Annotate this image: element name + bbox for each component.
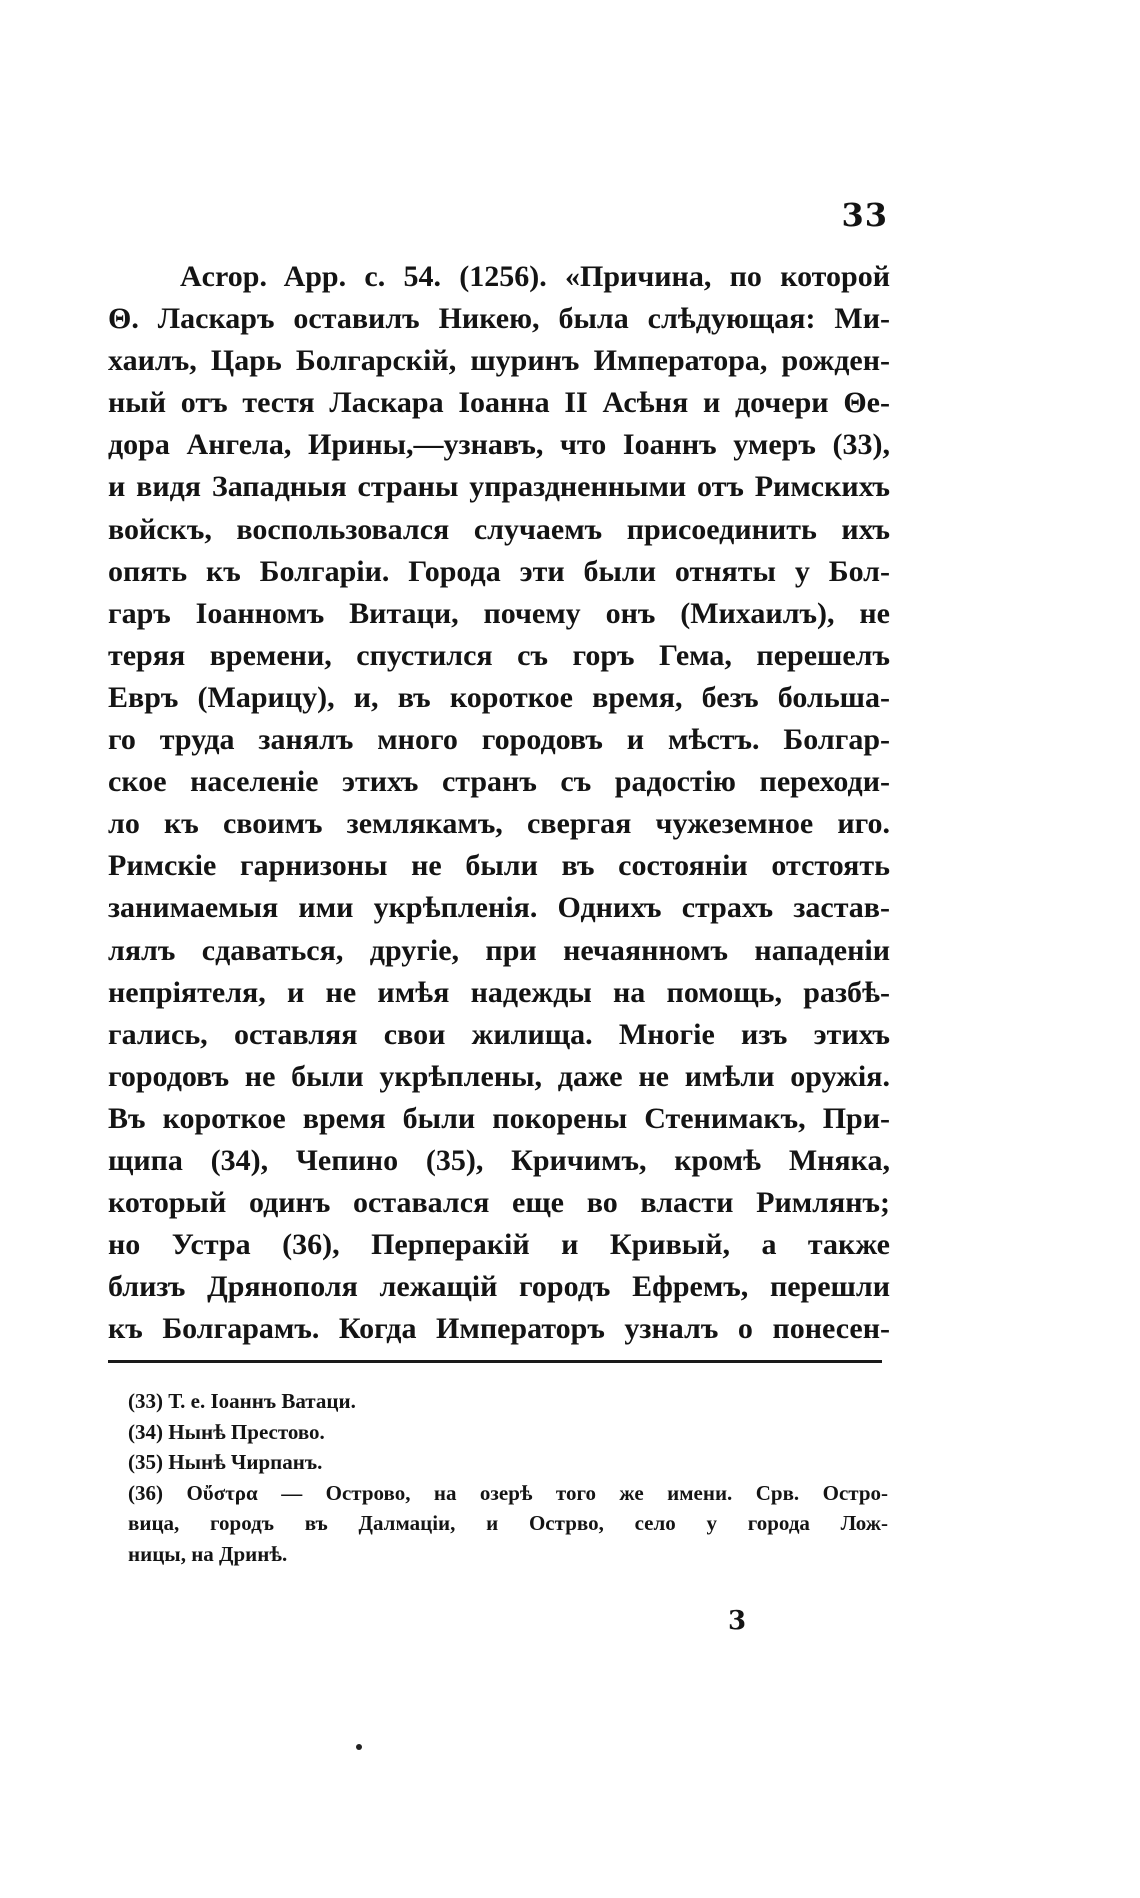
footnote-marker: (36) <box>128 1480 163 1505</box>
body-line: теряя времени, спустился съ горъ Гема, перешелъ <box>108 638 890 672</box>
body-line: Евръ (Марицу), и, въ короткое время, безъ большa- <box>108 680 890 714</box>
footnote-36 <box>128 1478 888 1509</box>
body-line: Acrop. App. c. 54. (1256). «Причина, по которой <box>180 260 890 293</box>
body-line: го труда занялъ много городовъ и мѣстъ. Болгар- <box>108 723 890 757</box>
body-line: щипа (34), Чепино (35), Кричимъ, кромѣ Мняка, <box>108 1143 890 1177</box>
body-line: гались, оставляя свои жилища. Многіе изъ этихъ <box>108 1017 890 1051</box>
page-number: 33 <box>841 196 888 234</box>
body-line: который одинъ оставался еще во власти Римлянъ; <box>108 1186 890 1220</box>
body-line: Римскіе гарнизоны не были въ состояніи отстоять <box>108 849 890 883</box>
body-line: лялъ сдаваться, другіе, при нечаянномъ нападеніи <box>108 933 890 967</box>
body-line: гаръ Іоанномъ Витаци, почему онъ (Михаилъ), не <box>108 596 890 630</box>
footnote-text: вица, городъ въ Далмаціи, и Острво, село у города Лож- <box>128 1511 888 1535</box>
footnote-36-cont <box>128 1508 888 1539</box>
footnote-marker: (33) <box>128 1389 163 1413</box>
footnote-text: Т. е. Іоаннъ Ватаци. <box>168 1389 356 1413</box>
body-line: ское населеніе этихъ странъ съ радостію переходи- <box>108 765 890 799</box>
footnote-marker: (34) <box>128 1419 163 1444</box>
body-line: но Устра (36), Перперакій и Кривый, а также <box>108 1228 890 1262</box>
footnote-34 <box>128 1417 888 1448</box>
footnote-text: ницы, на Дринѣ. <box>128 1541 288 1566</box>
footnote-35 <box>128 1447 888 1478</box>
footnote-text: Οὔστρα — Острово, на озерѣ того же имени. Срв. Остро- <box>186 1480 889 1505</box>
body-line: ный отъ тестя Ласкара Іоанна II Асѣня и дочери Θе- <box>108 386 890 420</box>
footnotes <box>128 1386 888 1569</box>
ink-speck <box>356 1744 362 1750</box>
body-line: дора Ангела, Ирины,—узнавъ, что Іоаннъ умеръ (33), <box>108 428 890 462</box>
body-line: хаилъ, Царь Болгарскій, шуринъ Императора, рожден- <box>108 344 890 378</box>
footnote-36-cont <box>128 1539 888 1570</box>
body-text <box>108 256 890 1350</box>
body-line: непріятеля, и не имѣя надежды на помощь, разбѣ- <box>108 975 890 1009</box>
body-line: войскъ, воспользовался случаемъ присоединить ихъ <box>108 512 890 546</box>
footnote-divider <box>108 1360 882 1363</box>
body-line: занимаемыя ими укрѣпленія. Однихъ страхъ застав- <box>108 891 890 925</box>
body-line: городовъ не были укрѣплены, даже не имѣли оружія. <box>108 1059 890 1093</box>
body-line: ло къ своимъ землякамъ, свергая чужеземное иго. <box>108 807 890 841</box>
footnote-33 <box>128 1386 888 1417</box>
body-line: Θ. Ласкаръ оставилъ Никею, была слѣдующая: Ми- <box>108 302 890 336</box>
footnote-marker: (35) <box>128 1450 163 1474</box>
body-line: близъ Дрянополя лежащій городъ Ефремъ, перешли <box>108 1270 890 1304</box>
body-line: и видя Западныя страны упраздненными отъ Римскихъ <box>108 470 890 504</box>
footnote-text: Нынѣ Чирпанъ. <box>168 1450 323 1474</box>
printer-signature: 3 <box>728 1606 747 1636</box>
body-line: къ Болгарамъ. Когда Императоръ узналъ о понесен- <box>108 1312 890 1346</box>
body-line: опять къ Болгаріи. Города эти были отняты у Бол- <box>108 554 890 588</box>
footnote-text: Нынѣ Престово. <box>168 1419 325 1444</box>
body-line: Въ короткое время были покорены Стенимакъ, При- <box>108 1101 890 1135</box>
